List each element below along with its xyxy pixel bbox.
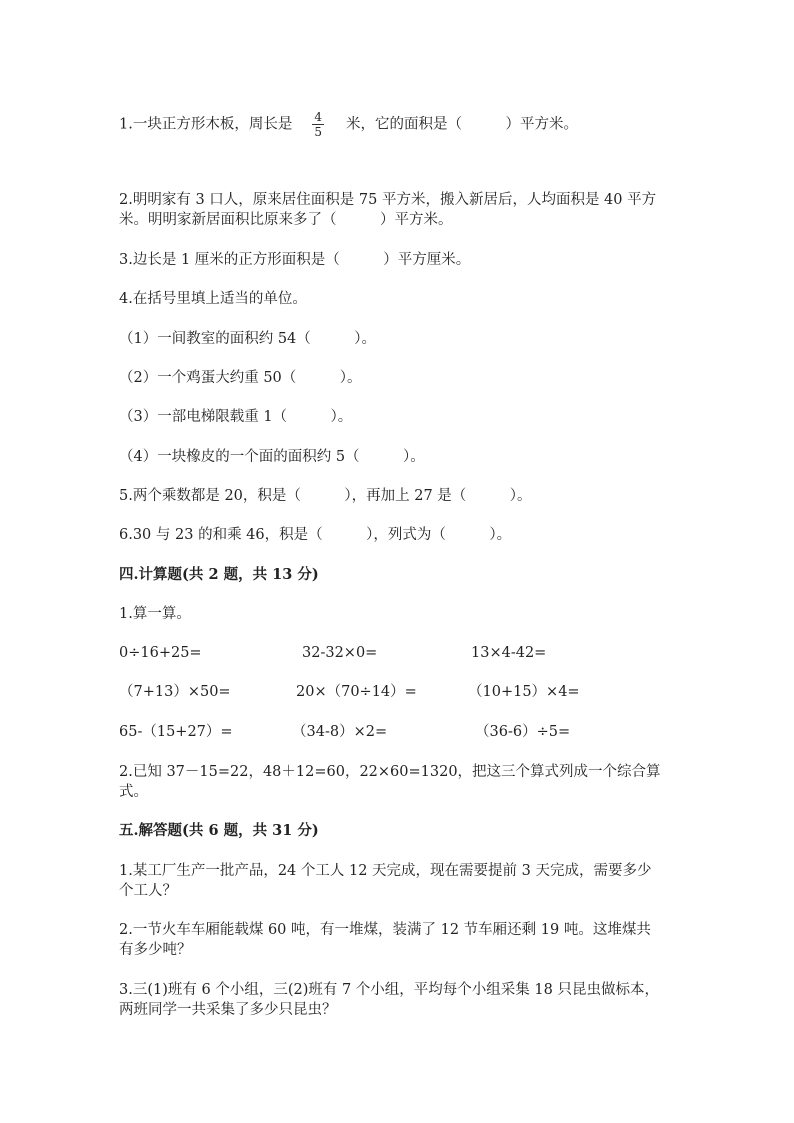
- section-4-question-2: 2.已知 37－15=22，48＋12=60，22×60=1320，把这三个算式列成一个综合算式。: [119, 764, 661, 800]
- question-4-item-2: （2）一个鸡蛋大约重 50（ ）。: [119, 370, 362, 386]
- section-4-question-1: 1.算一算。: [119, 606, 191, 622]
- calc-item: 32-32×0=: [302, 645, 378, 661]
- question-4: 4.在括号里填上适当的单位。: [119, 291, 307, 307]
- calc-item: 0÷16+25=: [119, 645, 202, 661]
- question-5: 5.两个乘数都是 20，积是（ ），再加上 27 是（ ）。: [119, 488, 532, 504]
- calc-item: （34-8）×2=: [292, 724, 388, 740]
- question-2: 2.明明家有 3 口人，原来居住面积是 75 平方米，搬入新居后，人均面积是 40 平方米。明明家新居面积比原来多了（ ）平方米。: [119, 192, 657, 228]
- calc-item: 20×（70÷14）=: [296, 684, 417, 700]
- fraction-denominator: 5: [314, 125, 322, 139]
- calc-item: （36-6）÷5=: [475, 724, 571, 740]
- section-5-question-3: 3.三(1)班有 6 个小组，三(2)班有 7 个小组，平均每个小组采集 18 只昆虫做标本，两班同学一共采集了多少只昆虫？: [119, 982, 659, 1018]
- section-5-question-1: 1.某工厂生产一批产品，24 个工人 12 天完成，现在需要提前 3 天完成，需要多少个工人？: [119, 863, 652, 899]
- question-1: [119, 110, 578, 139]
- calc-item: 65-（15+27）=: [119, 724, 233, 740]
- question-1-suffix: 米，它的面积是（ ）平方米。: [345, 116, 578, 133]
- question-1-prefix: 1.一块正方形木板，周长是: [119, 116, 293, 133]
- section-5-title: 五.解答题(共 6 题，共 31 分): [119, 822, 319, 839]
- question-6: 6.30 与 23 的和乘 46，积是（ ），列式为（ ）。: [119, 527, 512, 543]
- fraction-four-fifths: [312, 110, 324, 139]
- question-4-item-4: （4）一块橡皮的一个面的面积约 5（ ）。: [119, 449, 425, 465]
- question-3: 3.边长是 1 厘米的正方形面积是（ ）平方厘米。: [119, 252, 471, 268]
- fraction-numerator: 4: [314, 110, 322, 124]
- calc-item: （7+13）×50=: [119, 684, 231, 700]
- calc-item: 13×4-42=: [471, 645, 547, 661]
- section-4-title: 四.计算题(共 2 题，共 13 分): [119, 566, 319, 583]
- question-4-item-3: （3）一部电梯限载重 1（ ）。: [119, 409, 353, 425]
- question-4-item-1: （1）一间教室的面积约 54（ ）。: [119, 331, 377, 347]
- section-5-question-2: 2.一节火车车厢能载煤 60 吨，有一堆煤，装满了 12 节车厢还剩 19 吨。这堆煤共有多少吨？: [119, 922, 651, 958]
- calc-item: （10+15）×4=: [468, 684, 580, 700]
